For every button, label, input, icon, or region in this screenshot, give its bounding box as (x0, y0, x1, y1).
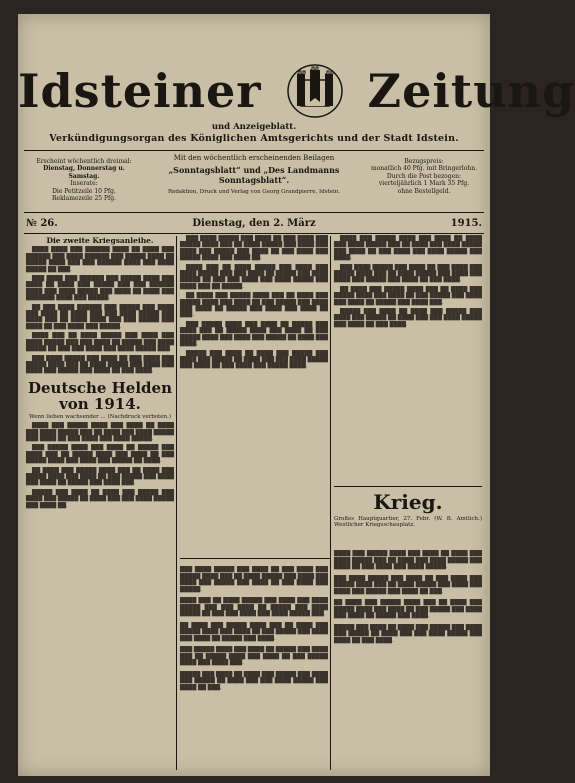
supplement-names: „Sonntagsblatt“ und „Des Landmanns Sonntagsblatt“. (168, 165, 340, 185)
issue-year: 1915. (450, 218, 482, 229)
info-right-line: vierteljährlich 1 Mark 35 Pfg. (378, 180, 470, 188)
info-right-line: monatlich 40 Pfg. mit Bringerlohn. (371, 165, 477, 173)
dateline (26, 218, 482, 232)
info-box-right (368, 158, 480, 200)
divider (24, 233, 484, 234)
article-kicker: Großes Hauptquartier, 27. Febr. (W. B. Amtlich.) Westlicher Kriegsschauplatz. (334, 516, 482, 529)
info-left-line: Reklamezeile 25 Pfg. (52, 195, 116, 203)
divider (24, 150, 484, 151)
info-right-line: ohne Bestellgeld. (397, 187, 451, 195)
column-2-lower: ███ ████ █████ ███ ████ ██ ███ ████ ███ █████ ████ ███ ██ ████ █████ ███ ████ ███ ████ ███ █████ ███ ████ ██ ███ ████ ███ █████. ████ ███ ██ ████ █████ ███ ████ ███ ████ █████ ███ ███ ████ ██ █████ ███ ████ █████ ██ ███ ███ ████ ███ ████ █████ ███. ██ ████ ███ █████ ████ ███ ██ ████ ███ █████ ████ ███ ████ ██ ███ █████ ███ ████ ███ ████ ██ █████ ███ ████. ███ █████ ████ ███ ████ ██ █████ ███ ████ ███ ██ █████ ████ ███ ████ ██ ███ █████ ████ ███ ████ ███. █████ ███ ████ ██ ████ ███ █████ ███ ████ ███ █████ ██ ████ ███ ███ ████ █████ ███ ████ ██ ███. (180, 567, 328, 691)
info-box-left (28, 158, 140, 203)
info-left-line: Inserate: (70, 180, 98, 188)
article-heading-large: Deutsche Helden von 1914. (28, 378, 172, 413)
masthead-title-left: Idsteiner (18, 64, 262, 118)
article-heading-large: Krieg. (373, 490, 443, 514)
masthead-title-right: Zeitung (367, 64, 575, 118)
info-left-line: Erscheint wöchentlich dreimal: (36, 158, 132, 165)
divider (24, 212, 484, 213)
article-body: ███ ████ █████ ███ ████ ██ ███ ████ ███ █████ ████ ███ ██ ████ █████ ███ ████ ███ ████ ███ █████ ███ ████ ██ ███ ████ ███ █████ ████ ███ ████ ██. ████ ███ ██ ████ █████ ███ ████ ███ ████ █████ ███ ███ ████ ██ █████ ███ ████ █████ ██ ███ ███ ████ ███ ████ █████ ███ ████ ███ ██ █████. ██ ████ ███ █████ ████ ███ ██ ████ ███ █████ ████ ███ ████ ██ ███ █████ ███ ████ ███ ████ ██ █████ ███ ████ ███ ████ ██ ███. ███ █████ ████ ███ ████ ██ █████ ███ ████ ███ ██ █████ ████ ███ ████ ██ ███ █████ ████ ███ ████ ███ █████ ██ ████ ███ ████. █████ ███ ████ ██ ████ ███ █████ ███ ████ ███ █████ ██ ████ ███ ███ ████ █████ ███ ████ ██ ███ ████ ███ █████ ████. (180, 236, 328, 370)
coat-of-arms-icon (285, 62, 345, 120)
issue-number: № 26. (26, 218, 58, 229)
divider (334, 486, 482, 487)
masthead (18, 54, 575, 120)
masthead-subtitle: und Anzeigeblatt. (211, 122, 297, 132)
article-body: ████ ███ █████ ████ ███ ████ ██ ████ ███ ████ █████ ███ ██ ████ ███ ████ █████ ███ ████ ██ ███ ████ ███ ████ █████ ███ ████. ███ ████ █████ ███ ████ ██ ███ ████ ███ █████ ████ ███ ██ ████ █████ ███ ████ ███ ████ ███ █████ ███ ████ ██ ███ ████. ██ ████ ███ █████ ████ ███ ██ ████ ███ █████ ████ ███ ████ ██ ███ █████ ███ ████ ███ ████ ██ █████ ███ ████ ███. █████ ███ ████ ██ ████ ███ █████ ███ ████ ███ █████ ██ ████ ███ ███ ████ █████ ███ ████ ██ ███ ████. (334, 236, 482, 328)
column-divider (176, 236, 177, 770)
divider (180, 558, 330, 559)
publisher-line: Redaktion, Druck und Verlag von Georg Grandpierre, Idstein. (167, 189, 341, 195)
article-body: ████ ███ █████ ████ ███ ████ ██ ████ ███ ████ █████ ███ ██ ████ ███ ████ █████ ███ ████ ██ ███ ████ ███ ████ █████. ███ █████ ████ ███ ████ ██ █████ ███ ████ ███ ██ █████ ████ ███ ████ ██ ███ █████ ████ ███ ████ ███ █████ ██ ████. ██ ████ ███ █████ ████ ███ ██ ████ ███ █████ ████ ███ ████ ██ ███ █████ ███ ████ ███ ████ ██ █████ ███ ████ ███. █████ ███ ████ ██ ████ ███ █████ ███ ████ ███ █████ ██ ████ ███ ███ ████ █████ ███ ████ ██. (26, 423, 174, 509)
column-divider (330, 236, 331, 770)
column-1 (26, 236, 174, 772)
masthead-organ-line: Verkündigungsorgan des Königlichen Amtsgerichts und der Stadt Idstein. (49, 133, 459, 144)
info-right-line: Durch die Post bezogen: (386, 172, 462, 180)
column-3-lower: ████ ███ █████ ████ ███ ████ ██ ████ ███ ████ █████ ███ ██ ████ ███ ████ █████ ███ ████ ██ ███ ████ ███ ████ █████. ███ ████ █████ ███ ████ ██ ███ ████ ███ █████ ████ ███ ██ ████ █████ ███ ████ ███ ████ ███ █████ ███ ████ ██ ███. ██ ████ ███ █████ ████ ███ ██ ████ ███ █████ ████ ███ ████ ██ ███ █████ ███ ████ ███ ████ ██ █████ ███ ████. █████ ███ ████ ██ ████ ███ █████ ███ ████ ███ █████ ██ ████ ███ ███ ████ █████ ███ ████ ██ ███ ████. (334, 551, 482, 644)
info-left-line: Die Petitzeile 10 Pfg. (52, 187, 116, 195)
article-kicker: Wenn lieben wachsender ... (Nachdruck verboten.) (29, 413, 171, 420)
info-right-line: Bezugspreis: (404, 158, 444, 165)
newspaper-page (18, 14, 575, 776)
column-3 (334, 236, 482, 484)
info-box-center (150, 154, 358, 195)
article-body: ████ ████ ███ ██████ ████ ██ ████ ███ ██████ ███ ████ ██████ ███ █████ ████ ██ █████ ████ ███ ███ ██████ ████ ███ ████ █████ ██ ███. ███ ████ ███ ██████ ███ █████ ████ ███ ████ ██ ████ ███ █████ ███ ███ ██████ ████ ███ ████ █████ ███ ████ ██ ████ ███ ███████ ████ ███ █████. ██ ███ ████ ██████ ███ █████ ███ ████ ███ ████ ██ ████ ███ ███ ████ █████ ███ ████ ███ ██ ████ ████ ███ ███ █████ ███ ████ ██ ███ ████ ███ █████. ████ ███ ██ ████ █████ ███ ████ ███ ████ █████ ███ ███ ████ ██ █████ ███ ████ █████ ██ ███ ███ ████ ███ ████ █████ ███. ███ ████ █████ ███ ████ ██ ███ ████ ███ █████ ████ ███ ██ ████ █████ ███ ████ ███ ████ ███ █████ ███ ████ ██ ███ ████. (26, 247, 174, 375)
info-left-line: Dienstag, Donnerstag u. Samstag. (43, 165, 125, 180)
article-heading: Die zweite Kriegsanleihe. (46, 236, 154, 245)
column-2 (180, 236, 328, 556)
issue-date: Dienstag, den 2. März (192, 218, 316, 229)
supplement-intro: Mit den wöchentlich erscheinenden Beilagen (173, 154, 335, 162)
